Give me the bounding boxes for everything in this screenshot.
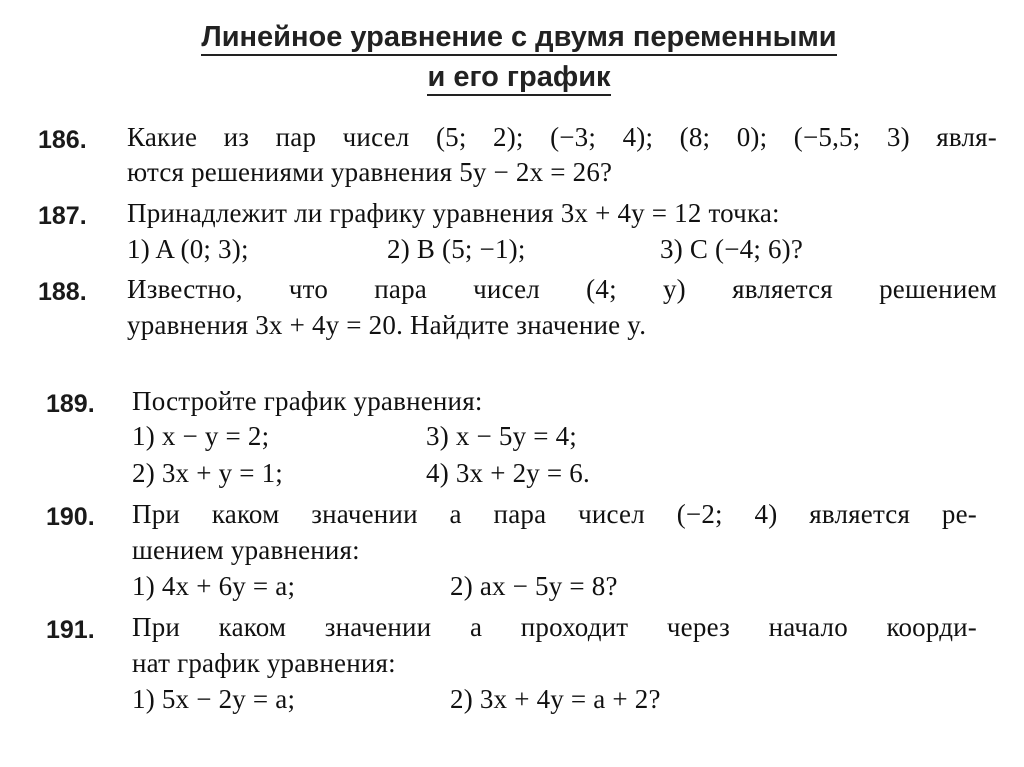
problem-188-line-2: уравнения 3x + 4y = 20. Найдите значение y.	[127, 310, 647, 340]
problem-190-line-1: При каком значении a пара чисел (−2; 4) является ре-	[132, 499, 977, 529]
problem-187-line-1: Принадлежит ли графику уравнения 3x + 4y = 12 точка:	[127, 198, 780, 228]
problem-190-option-2: 2) ax − 5y = 8?	[450, 571, 618, 601]
problem-187-option-3: 3) C (−4; 6)?	[660, 234, 804, 264]
problem-188-number: 188.	[38, 278, 87, 306]
problem-190-line-2: шением уравнения:	[132, 535, 360, 565]
problem-191-number: 191.	[46, 616, 95, 644]
page-title-line-1	[178, 21, 860, 54]
problem-191-option-2: 2) 3x + 4y = a + 2?	[450, 684, 661, 714]
problem-186-number: 186.	[38, 126, 87, 154]
problem-187-option-2: 2) B (5; −1);	[387, 234, 526, 264]
problem-189-option-1: 1) x − y = 2;	[132, 421, 270, 451]
problem-191-option-1: 1) 5x − 2y = a;	[132, 684, 296, 714]
problem-190-option-1: 1) 4x + 6y = a;	[132, 571, 296, 601]
problem-187-option-1: 1) A (0; 3);	[127, 234, 249, 264]
problem-189-number: 189.	[46, 390, 95, 418]
problem-191-line-1: При каком значении a проходит через начало коорди-	[132, 612, 977, 642]
problem-189-option-2: 2) 3x + y = 1;	[132, 458, 283, 488]
problem-189-line-1: Постройте график уравнения:	[132, 386, 483, 416]
problem-189-option-3: 3) x − 5y = 4;	[426, 421, 577, 451]
problem-186-line-2: ются решениями уравнения 5y − 2x = 26?	[127, 157, 613, 187]
problem-188-line-1: Известно, что пара чисел (4; y) является решением	[127, 274, 997, 304]
problem-186-line-1: Какие из пар чисел (5; 2); (−3; 4); (8; 0); (−5,5; 3) явля-	[127, 122, 997, 152]
problem-191-line-2: нат график уравнения:	[132, 648, 396, 678]
problem-190-number: 190.	[46, 503, 95, 531]
page-title-text-2: и его график	[427, 61, 610, 96]
page-title-line-2	[178, 61, 860, 94]
page-title-text-1: Линейное уравнение с двумя переменными	[201, 21, 836, 56]
problem-189-option-4: 4) 3x + 2y = 6.	[426, 458, 590, 488]
problem-187-number: 187.	[38, 202, 87, 230]
